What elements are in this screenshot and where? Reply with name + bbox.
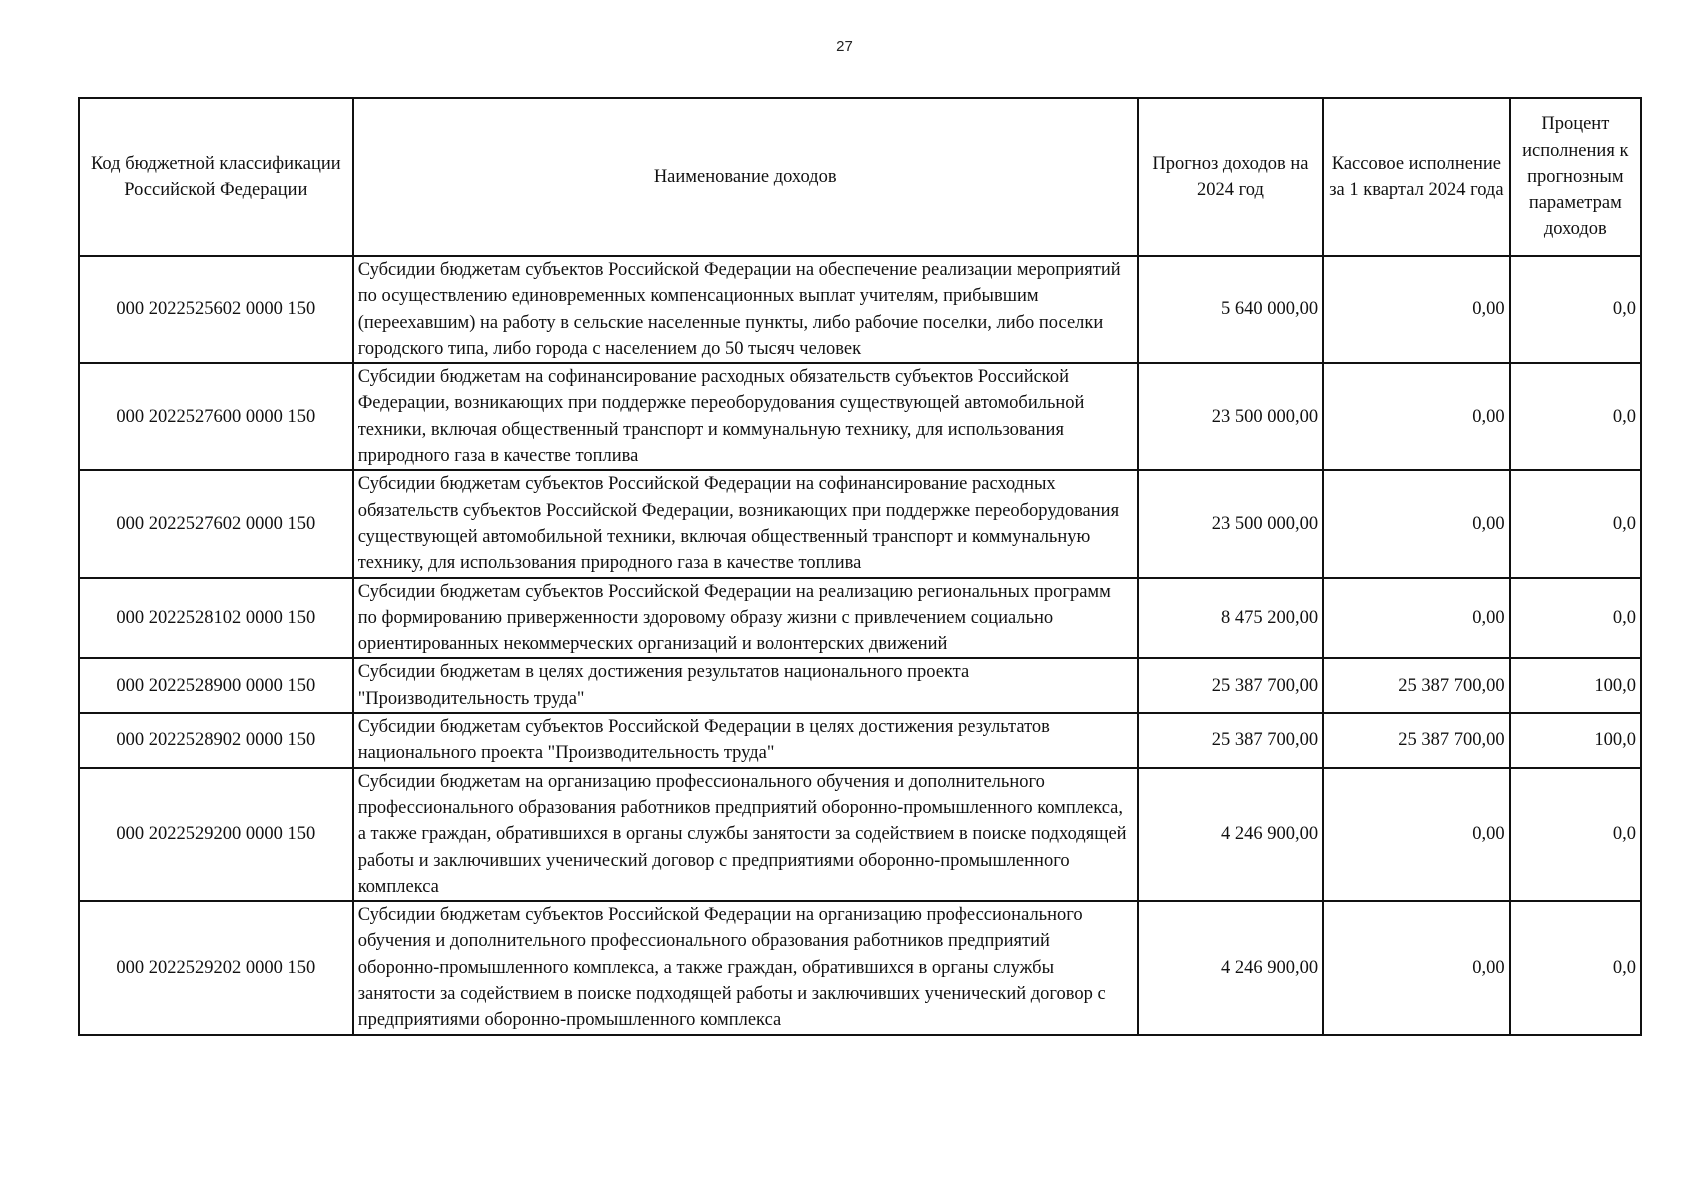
cell-forecast: 4 246 900,00: [1138, 901, 1323, 1034]
cell-execution: 0,00: [1323, 363, 1509, 470]
table-row: [79, 470, 1641, 577]
cell-code: 000 2022528102 0000 150: [79, 578, 353, 659]
cell-name: Субсидии бюджетам субъектов Российской Федерации на организацию профессионального обучения и дополнительного профессионального образования работников предприятий оборонно-промышленного комплекса, а также граждан, обратившихся в органы службы занятости за содействием в поиске подходящей работы и заключивших ученический договор с предприятиями оборонно-промышленного комплекса: [353, 901, 1138, 1034]
cell-code: 000 2022527602 0000 150: [79, 470, 353, 577]
cell-execution: 0,00: [1323, 470, 1509, 577]
cell-percent: 0,0: [1510, 363, 1641, 470]
cell-execution: 0,00: [1323, 901, 1509, 1034]
cell-name: Субсидии бюджетам субъектов Российской Федерации на реализацию региональных программ по формированию приверженности здоровому образу жизни с привлечением социально ориентированных некоммерческих организаций и волонтерских движений: [353, 578, 1138, 659]
cell-percent: 100,0: [1510, 658, 1641, 713]
cell-execution: 25 387 700,00: [1323, 658, 1509, 713]
table-row: [79, 256, 1641, 363]
cell-code: 000 2022525602 0000 150: [79, 256, 353, 363]
header-name: Наименование доходов: [353, 98, 1138, 256]
table-row: [79, 713, 1641, 768]
cell-forecast: 4 246 900,00: [1138, 768, 1323, 901]
cell-code: 000 2022528902 0000 150: [79, 713, 353, 768]
revenue-table: [78, 97, 1642, 1036]
cell-forecast: 23 500 000,00: [1138, 363, 1323, 470]
header-code: Код бюджетной классификации Российской Федерации: [79, 98, 353, 256]
cell-code: 000 2022529200 0000 150: [79, 768, 353, 901]
table-row: [79, 901, 1641, 1034]
cell-percent: 0,0: [1510, 470, 1641, 577]
cell-execution: 0,00: [1323, 768, 1509, 901]
cell-execution: 25 387 700,00: [1323, 713, 1509, 768]
page-number: 27: [836, 38, 853, 55]
cell-name: Субсидии бюджетам на организацию профессионального обучения и дополнительного профессионального образования работников предприятий оборонно-промышленного комплекса, а также граждан, обратившихся в органы службы занятости за содействием в поиске подходящей работы и заключивших ученический договор с предприятиями оборонно-промышленного комплекса: [353, 768, 1138, 901]
table-row: [79, 658, 1641, 713]
cell-forecast: 8 475 200,00: [1138, 578, 1323, 659]
cell-forecast: 25 387 700,00: [1138, 658, 1323, 713]
header-percent: Процент исполнения к прогнозным параметрам доходов: [1510, 98, 1641, 256]
cell-name: Субсидии бюджетам в целях достижения результатов национального проекта "Производительность труда": [353, 658, 1138, 713]
cell-percent: 0,0: [1510, 768, 1641, 901]
cell-name: Субсидии бюджетам субъектов Российской Федерации на софинансирование расходных обязательств субъектов Российской Федерации, возникающих при поддержке переоборудования существующей автомобильной техники, включая общественный транспорт и коммунальную технику, для использования природного газа в качестве топлива: [353, 470, 1138, 577]
cell-name: Субсидии бюджетам субъектов Российской Федерации в целях достижения результатов национального проекта "Производительность труда": [353, 713, 1138, 768]
cell-code: 000 2022529202 0000 150: [79, 901, 353, 1034]
cell-percent: 100,0: [1510, 713, 1641, 768]
cell-code: 000 2022528900 0000 150: [79, 658, 353, 713]
header-execution: Кассовое исполнение за 1 квартал 2024 года: [1323, 98, 1509, 256]
cell-percent: 0,0: [1510, 256, 1641, 363]
cell-percent: 0,0: [1510, 901, 1641, 1034]
cell-name: Субсидии бюджетам на софинансирование расходных обязательств субъектов Российской Федерации, возникающих при поддержке переоборудования существующей автомобильной техники, включая общественный транспорт и коммунальную технику, для использования природного газа в качестве топлива: [353, 363, 1138, 470]
cell-percent: 0,0: [1510, 578, 1641, 659]
cell-execution: 0,00: [1323, 256, 1509, 363]
cell-forecast: 25 387 700,00: [1138, 713, 1323, 768]
cell-forecast: 5 640 000,00: [1138, 256, 1323, 363]
header-forecast: Прогноз доходов на 2024 год: [1138, 98, 1323, 256]
cell-forecast: 23 500 000,00: [1138, 470, 1323, 577]
cell-code: 000 2022527600 0000 150: [79, 363, 353, 470]
table-row: [79, 768, 1641, 901]
table-row: [79, 363, 1641, 470]
table-row: [79, 578, 1641, 659]
table-header-row: [79, 98, 1641, 256]
cell-name: Субсидии бюджетам субъектов Российской Федерации на обеспечение реализации мероприятий по осуществлению единовременных компенсационных выплат учителям, прибывшим (переехавшим) на работу в сельские населенные пункты, либо рабочие поселки, либо поселки городского типа, либо города с населением до 50 тысяч человек: [353, 256, 1138, 363]
cell-execution: 0,00: [1323, 578, 1509, 659]
